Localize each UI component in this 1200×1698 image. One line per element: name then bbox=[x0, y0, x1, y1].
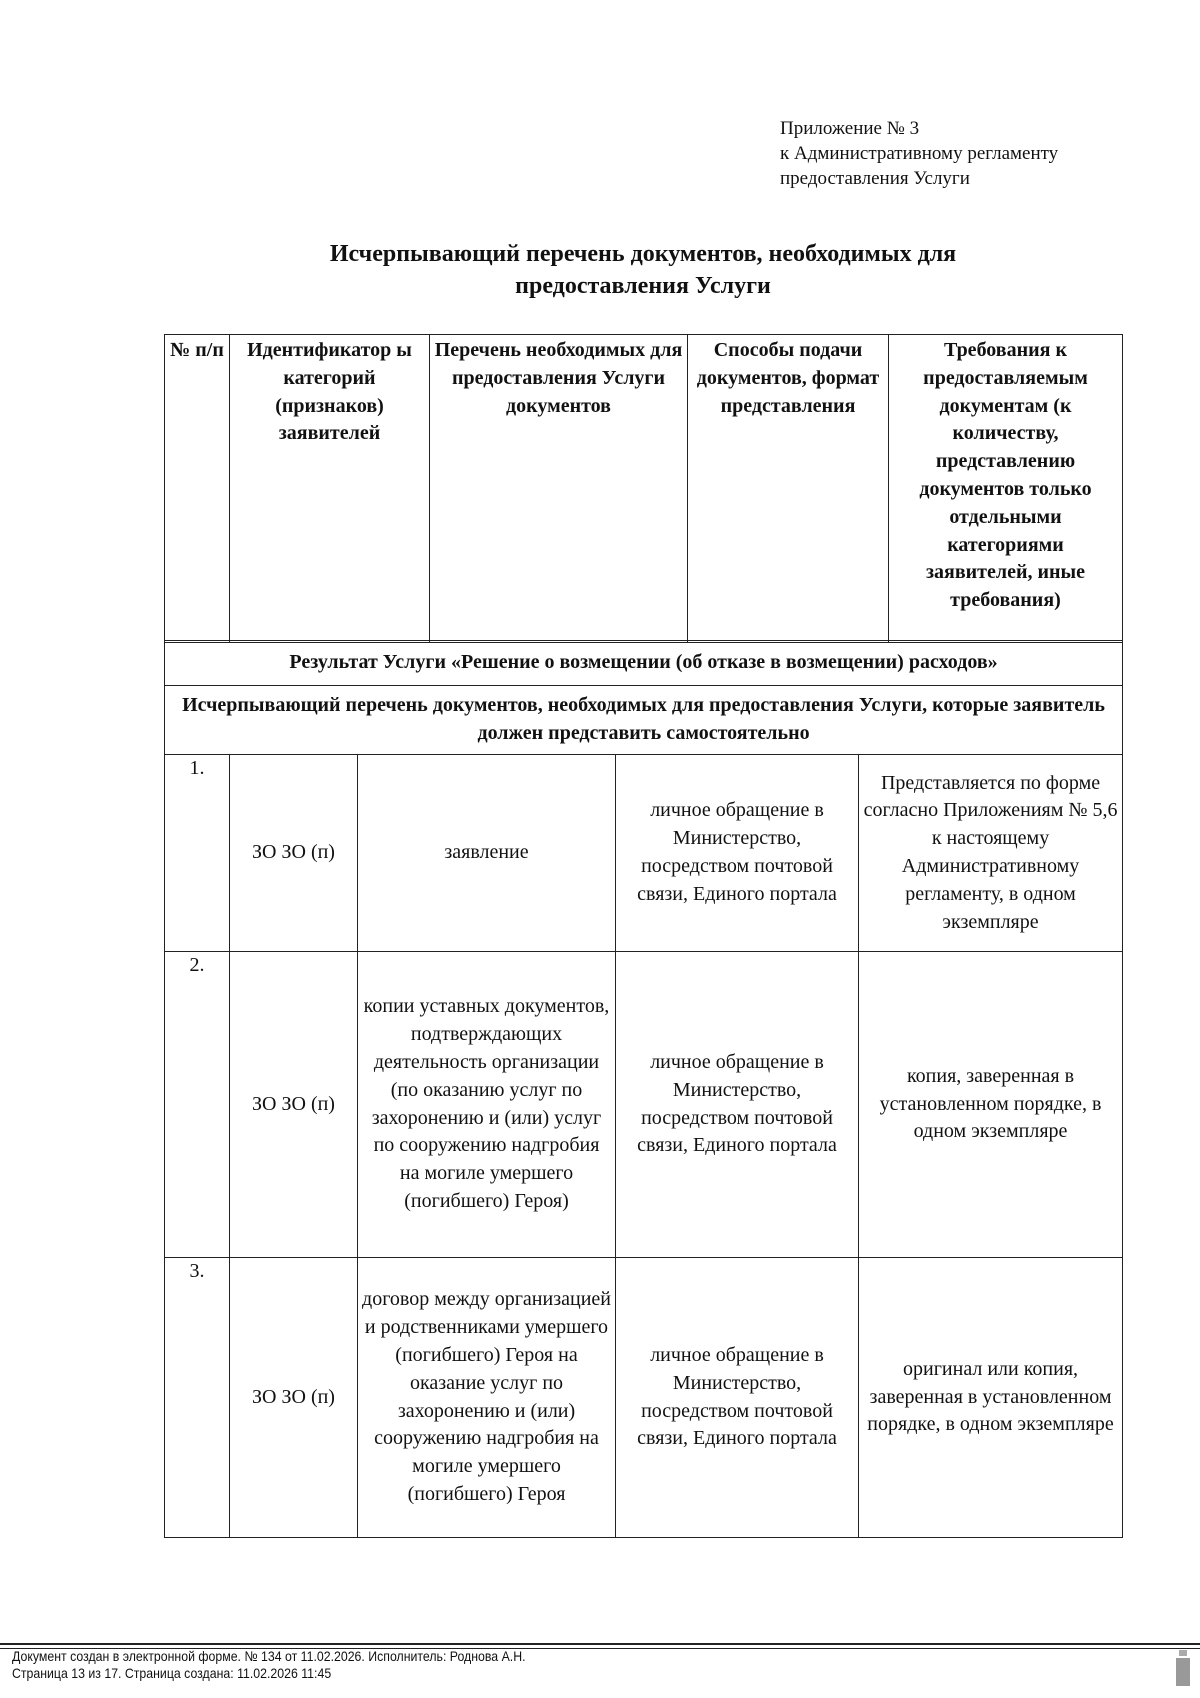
table-row bbox=[165, 755, 1123, 952]
section-row: Исчерпывающий перечень документов, необходимых для предоставления Услуги, которые заявитель должен представить самостоятельно bbox=[165, 686, 1123, 755]
result-row: Результат Услуги «Решение о возмещении (об отказе в возмещении) расходов» bbox=[165, 641, 1123, 686]
header-documents: Перечень необходимых для предоставления Услуги документов bbox=[430, 335, 688, 643]
row-document: копии уставных документов, подтверждающих деятельность организации (по оказанию услуг по захоронению и (или) услуг по сооружению надгробия на могиле умершего (погибшего) Героя) bbox=[358, 952, 616, 1258]
appendix-note bbox=[780, 116, 1058, 191]
row-ids: ЗО ЗО (п) bbox=[230, 952, 358, 1258]
appendix-line: предоставления Услуги bbox=[780, 168, 970, 189]
emblem-icon bbox=[1176, 1650, 1190, 1686]
header-methods: Способы подачи документов, формат представления bbox=[688, 335, 889, 643]
row-method: личное обращение в Министерство, посредством почтовой связи, Единого портала bbox=[616, 952, 859, 1258]
table-row bbox=[165, 1258, 1123, 1538]
row-ids: ЗО ЗО (п) bbox=[230, 1258, 358, 1538]
row-ids: ЗО ЗО (п) bbox=[230, 755, 358, 952]
footer-line-1: Документ создан в электронной форме. № 134 от 11.02.2026. Исполнитель: Роднова А.Н. bbox=[12, 1648, 526, 1664]
header-ids: Идентификатор ы категорий (признаков) заявителей bbox=[230, 335, 430, 643]
title-line: предоставления Услуги bbox=[515, 273, 771, 299]
row-num: 2. bbox=[165, 952, 230, 1258]
title-line: Исчерпывающий перечень документов, необходимых для bbox=[329, 241, 957, 267]
row-document: заявление bbox=[358, 755, 616, 952]
header-num: № п/п bbox=[165, 335, 230, 643]
row-num: 3. bbox=[165, 1258, 230, 1538]
row-method: личное обращение в Министерство, посредством почтовой связи, Единого портала bbox=[616, 755, 859, 952]
row-method: личное обращение в Министерство, посредством почтовой связи, Единого портала bbox=[616, 1258, 859, 1538]
document-title bbox=[164, 238, 1122, 302]
footer bbox=[12, 1648, 526, 1682]
appendix-line: к Административному регламенту bbox=[780, 143, 1059, 164]
row-num: 1. bbox=[165, 755, 230, 952]
row-requirements: оригинал или копия, заверенная в установленном порядке, в одном экземпляре bbox=[859, 1258, 1123, 1538]
footer-line-2: Страница 13 из 17. Страница создана: 11.02.2026 11:45 bbox=[12, 1665, 332, 1681]
header-requirements: Требования к предоставляемым документам (к количеству, представлению документов только отдельными категориями заявителей, иные требования) bbox=[889, 335, 1123, 643]
documents-table bbox=[164, 640, 1123, 1538]
row-document: договор между организацией и родственниками умершего (погибшего) Героя на оказание услуг по захоронению и (или) сооружению надгробия на могиле умершего (погибшего) Героя bbox=[358, 1258, 616, 1538]
table-header bbox=[164, 334, 1123, 643]
appendix-line: Приложение № 3 bbox=[780, 118, 920, 139]
table-row bbox=[165, 952, 1123, 1258]
row-requirements: копия, заверенная в установленном порядке, в одном экземпляре bbox=[859, 952, 1123, 1258]
row-requirements: Представляется по форме согласно Приложениям № 5,6 к настоящему Административному регламенту, в одном экземпляре bbox=[859, 755, 1123, 952]
